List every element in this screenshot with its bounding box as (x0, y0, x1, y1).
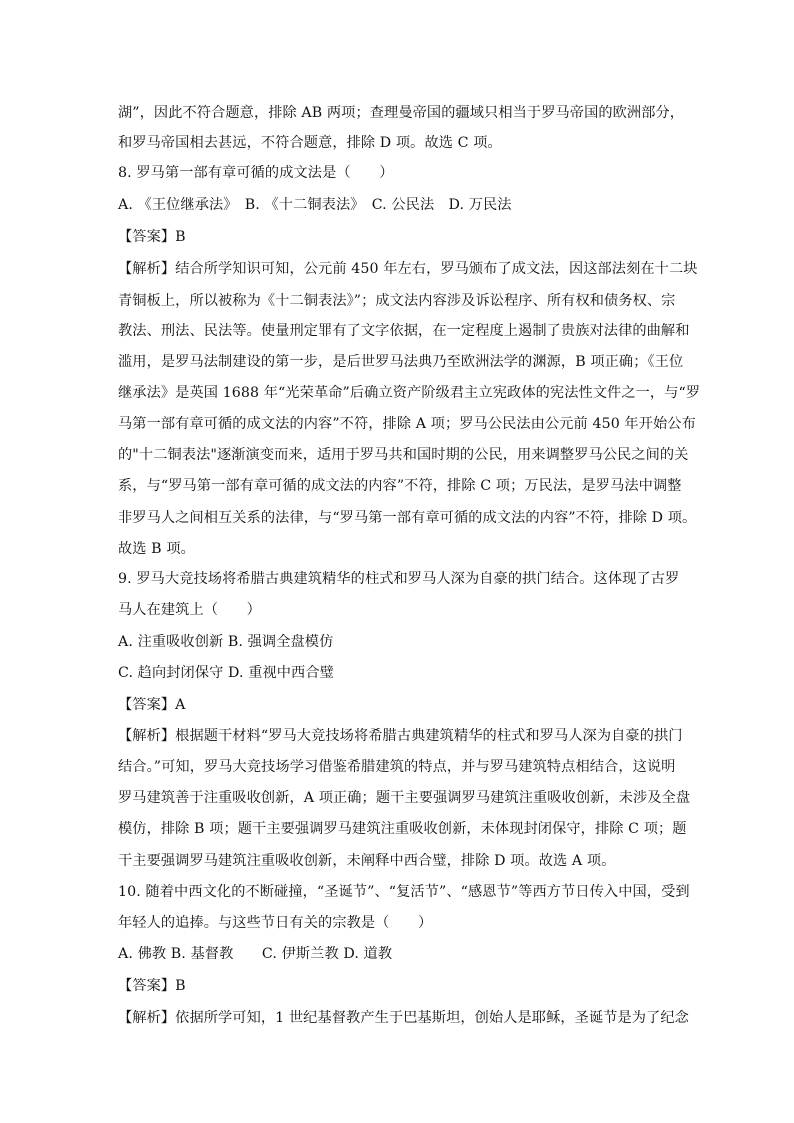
question-9-stem: 9. 罗马大竞技场将希腊古典建筑精华的柱式和罗马人深为自豪的拱门结合。这体现了古罗 (118, 571, 680, 587)
question-9-options-cd: C. 趋向封闭保守 D. 重视中西合璧 (118, 665, 334, 681)
text-line: 的"十二铜表法"逐渐演变而来，适用于罗马共和国时期的公民，用来调整罗马公民之间的关 (118, 447, 689, 463)
text-line: 马第一部有章可循的成文法的内容”不符，排除 A 项；罗马公民法由公元前 450 年开始公布 (118, 416, 696, 432)
text-line: 马人在建筑上（ ） (118, 602, 261, 618)
question-10-stem: 10. 随着中西文化的不断碰撞，“圣诞节”、“复活节”、“感恩节”等西方节日传入中国，受到 (118, 884, 690, 900)
text-line: 非罗马人之间相互关系的法律，与“罗马第一部有章可循的成文法的内容”不符，排除 D 项。 (118, 510, 697, 526)
question-8-answer: 【答案】B (118, 229, 186, 245)
question-9-analysis: 【解析】根据题干材料“罗马大竞技场将希腊古典建筑精华的柱式和罗马人深为自豪的拱门 (118, 728, 683, 744)
text-line: 结合。”可知，罗马大竞技场学习借鉴希腊建筑的特点，并与罗马建筑特点相结合，这说明 (118, 759, 676, 775)
text-line: 滥用，是罗马法制建设的第一步，是后世罗马法典乃至欧洲法学的渊源，B 项正确；《王位 (118, 354, 684, 370)
text-line: 和罗马帝国相去甚远，不符合题意，排除 D 项。故选 C 项。 (118, 135, 502, 151)
question-9-answer: 【答案】A (118, 697, 186, 713)
question-9-options-ab: A. 注重吸收创新 B. 强调全盘模仿 (118, 634, 334, 650)
question-10-options: A. 佛教 B. 基督教 C. 伊斯兰教 D. 道教 (118, 946, 393, 962)
question-10-answer: 【答案】B (118, 978, 186, 994)
text-line: 青铜板上，所以被称为《十二铜表法》”；成文法内容涉及诉讼程序、所有权和债务权、宗 (118, 293, 676, 309)
question-8-options: A. 《王位继承法》 B. 《十二铜表法》 C. 公民法 D. 万民法 (118, 197, 512, 213)
text-line: 罗马建筑善于注重吸收创新，A 项正确；题干主要强调罗马建筑注重吸收创新，未涉及全盘 (118, 790, 691, 806)
text-line: 继承法》是英国 1688 年“光荣革命”后确立资产阶级君主立宪政体的宪法性文件之一，与“罗 (118, 385, 701, 401)
question-10-analysis: 【解析】依据所学可知，1 世纪基督教产生于巴基斯坦，创始人是耶稣，圣诞节是为了纪念 (118, 1010, 689, 1026)
text-line: 模仿，排除 B 项；题干主要强调罗马建筑注重吸收创新，未体现封闭保守，排除 C 项；题 (118, 821, 687, 837)
text-line: 系，与“罗马第一部有章可循的成文法的内容”不符，排除 C 项；万民法，是罗马法中调整 (118, 478, 682, 494)
question-8-stem: 8. 罗马第一部有章可循的成文法是（ ） (118, 165, 394, 181)
text-line: 教法、刑法、民法等。使量刑定罪有了文字依据，在一定程度上遏制了贵族对法律的曲解和 (118, 323, 690, 339)
text-line: 湖”，因此不符合题意，排除 AB 两项；查理曼帝国的疆域只相当于罗马帝国的欧洲部分， (118, 105, 685, 121)
text-line: 年轻人的追捧。与这些节日有关的宗教是（ ） (118, 915, 433, 931)
question-8-analysis: 【解析】结合所学知识可知，公元前 450 年左右，罗马颁布了成文法，因这部法刻在十二块 (118, 261, 698, 277)
text-line: 故选 B 项。 (118, 541, 195, 557)
text-line: 干主要强调罗马建筑注重吸收创新，未阐释中西合璧，排除 D 项。故选 A 项。 (118, 853, 616, 869)
